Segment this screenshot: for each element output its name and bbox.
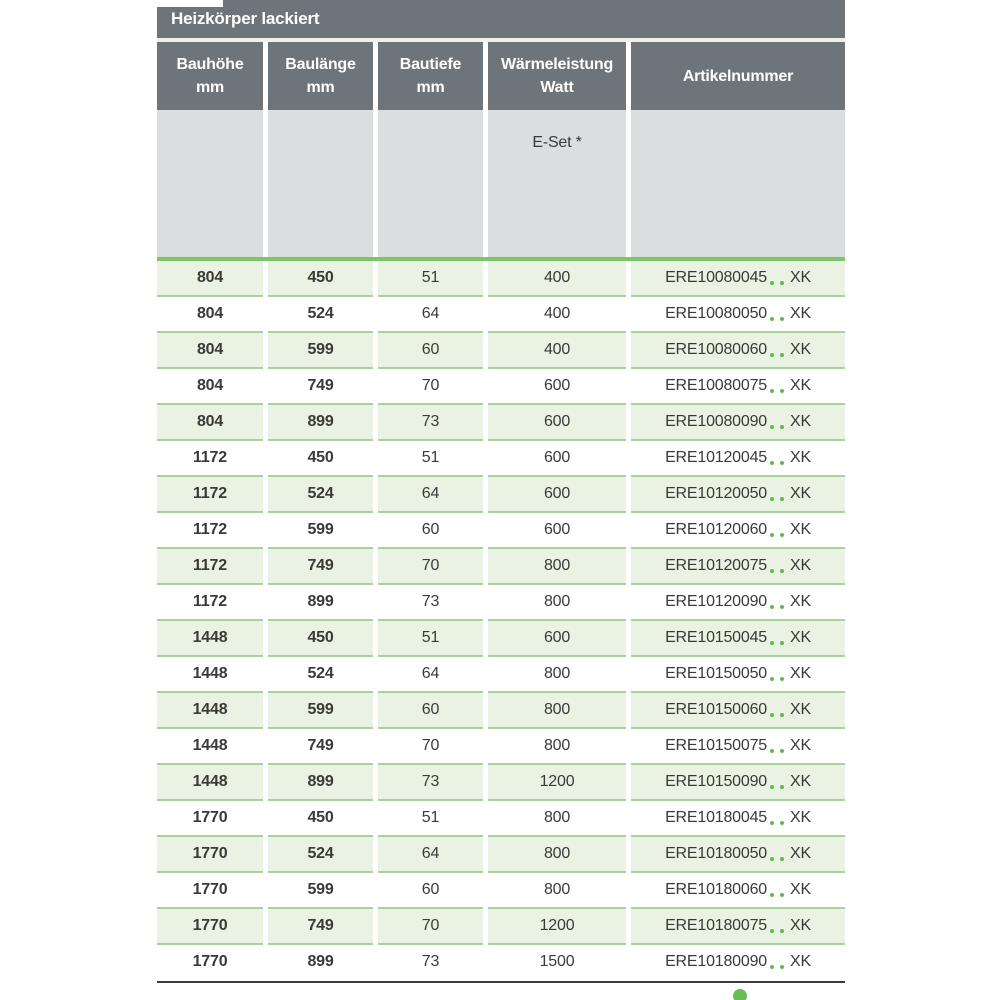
- cell-baulaenge: 599: [268, 693, 373, 729]
- subheader-cell-artikelnummer: [631, 110, 845, 257]
- artikel-suffix: XK: [789, 305, 811, 322]
- artikel-placeholder-dot-icon: [770, 281, 774, 285]
- artikel-suffix: XK: [789, 773, 811, 790]
- cell-bauhoehe: 1448: [157, 657, 263, 693]
- artikel-suffix: XK: [789, 845, 811, 862]
- artikel-number: ERE10080075: [665, 377, 767, 394]
- cell-artikelnummer: [631, 405, 845, 441]
- title-bar: [157, 0, 845, 38]
- artikel-placeholder-dot-icon: [770, 425, 774, 429]
- subheader-cell-bauhoehe: [157, 110, 263, 257]
- cell-baulaenge: 899: [268, 945, 373, 981]
- cell-bautiefe: 64: [378, 477, 483, 513]
- artikel-suffix: XK: [789, 341, 811, 358]
- artikel-placeholder-dot-icon: [780, 605, 784, 609]
- artikel-placeholder-dot-icon: [770, 641, 774, 645]
- artikel-suffix: XK: [789, 521, 811, 538]
- cell-watt: 1500: [488, 945, 626, 981]
- cell-artikelnummer: [631, 801, 845, 837]
- cell-bautiefe: 73: [378, 405, 483, 441]
- table-row: [157, 405, 845, 441]
- cell-bautiefe: 60: [378, 693, 483, 729]
- artikel-placeholder-dot-icon: [770, 497, 774, 501]
- cell-watt: 600: [488, 441, 626, 477]
- artikel-placeholder-dot-icon: [770, 569, 774, 573]
- cell-bauhoehe: 1770: [157, 909, 263, 945]
- table-row: [157, 657, 845, 693]
- cell-bautiefe: 60: [378, 513, 483, 549]
- cell-bauhoehe: 804: [157, 297, 263, 333]
- radiator-spec-table: [157, 0, 845, 983]
- cell-watt: 800: [488, 549, 626, 585]
- table-row: [157, 729, 845, 765]
- cell-bauhoehe: 1448: [157, 729, 263, 765]
- cell-watt: 1200: [488, 909, 626, 945]
- cell-artikelnummer: [631, 693, 845, 729]
- table-row: [157, 801, 845, 837]
- cell-watt: 1200: [488, 765, 626, 801]
- cell-artikelnummer: [631, 297, 845, 333]
- cell-artikelnummer: [631, 765, 845, 801]
- artikel-number: ERE10120090: [665, 593, 767, 610]
- cell-bautiefe: 51: [378, 621, 483, 657]
- cell-bautiefe: 64: [378, 837, 483, 873]
- cell-bautiefe: 60: [378, 333, 483, 369]
- cell-watt: 600: [488, 477, 626, 513]
- cell-bauhoehe: 804: [157, 333, 263, 369]
- artikel-suffix: XK: [789, 557, 811, 574]
- artikel-placeholder-dot-icon: [780, 857, 784, 861]
- column-header-waermeleistung: Wärmeleistung Watt: [488, 42, 626, 110]
- cell-baulaenge: 749: [268, 369, 373, 405]
- artikel-placeholder-dot-icon: [770, 389, 774, 393]
- artikel-suffix: XK: [789, 449, 811, 466]
- artikel-placeholder-dot-icon: [770, 929, 774, 933]
- cell-bauhoehe: 1770: [157, 801, 263, 837]
- column-header-row: [157, 42, 845, 110]
- artikel-placeholder-dot-icon: [780, 929, 784, 933]
- table-row: [157, 873, 845, 909]
- cell-baulaenge: 749: [268, 729, 373, 765]
- cell-baulaenge: 899: [268, 585, 373, 621]
- artikel-placeholder-dot-icon: [770, 749, 774, 753]
- cell-watt: 400: [488, 297, 626, 333]
- cell-bauhoehe: 804: [157, 405, 263, 441]
- artikel-placeholder-dot-icon: [770, 533, 774, 537]
- cell-watt: 600: [488, 405, 626, 441]
- cell-bauhoehe: 1770: [157, 837, 263, 873]
- cell-baulaenge: 599: [268, 873, 373, 909]
- artikel-placeholder-dot-icon: [780, 785, 784, 789]
- artikel-number: ERE10150060: [665, 701, 767, 718]
- cell-baulaenge: 450: [268, 801, 373, 837]
- cell-artikelnummer: [631, 261, 845, 297]
- cell-watt: 600: [488, 621, 626, 657]
- artikel-number: ERE10150050: [665, 665, 767, 682]
- artikel-placeholder-dot-icon: [780, 641, 784, 645]
- cell-artikelnummer: [631, 549, 845, 585]
- artikel-suffix: XK: [789, 809, 811, 826]
- artikel-number: ERE10150090: [665, 773, 767, 790]
- artikel-suffix: XK: [789, 377, 811, 394]
- cell-bautiefe: 73: [378, 585, 483, 621]
- cell-watt: 800: [488, 801, 626, 837]
- artikel-number: ERE10120060: [665, 521, 767, 538]
- artikel-suffix: XK: [789, 485, 811, 502]
- cell-baulaenge: 749: [268, 549, 373, 585]
- artikel-suffix: XK: [789, 737, 811, 754]
- cell-baulaenge: 524: [268, 657, 373, 693]
- cell-artikelnummer: [631, 369, 845, 405]
- artikel-placeholder-dot-icon: [780, 893, 784, 897]
- table-row: [157, 693, 845, 729]
- cell-watt: 800: [488, 657, 626, 693]
- table-row: [157, 513, 845, 549]
- table-row: [157, 369, 845, 405]
- artikel-placeholder-dot-icon: [770, 965, 774, 969]
- artikel-placeholder-dot-icon: [770, 605, 774, 609]
- artikel-number: ERE10080060: [665, 341, 767, 358]
- cell-watt: 800: [488, 837, 626, 873]
- artikel-suffix: XK: [789, 665, 811, 682]
- artikel-placeholder-dot-icon: [780, 677, 784, 681]
- cell-bauhoehe: 1448: [157, 693, 263, 729]
- artikel-placeholder-dot-icon: [780, 425, 784, 429]
- table-row: [157, 441, 845, 477]
- cell-artikelnummer: [631, 909, 845, 945]
- artikel-placeholder-dot-icon: [770, 785, 774, 789]
- cell-bauhoehe: 1172: [157, 513, 263, 549]
- artikel-placeholder-dot-icon: [770, 893, 774, 897]
- artikel-suffix: XK: [789, 629, 811, 646]
- artikel-number: ERE10180075: [665, 917, 767, 934]
- cell-bauhoehe: 804: [157, 369, 263, 405]
- cell-watt: 400: [488, 261, 626, 297]
- subheader-cell-baulaenge: [268, 110, 373, 257]
- cell-baulaenge: 899: [268, 765, 373, 801]
- cell-baulaenge: 524: [268, 477, 373, 513]
- table-row: [157, 945, 845, 981]
- cell-baulaenge: 450: [268, 621, 373, 657]
- artikel-placeholder-dot-icon: [770, 713, 774, 717]
- cell-bautiefe: 51: [378, 801, 483, 837]
- cell-bauhoehe: 1770: [157, 873, 263, 909]
- subheader-panel-row: [157, 110, 845, 257]
- artikel-suffix: XK: [789, 881, 811, 898]
- artikel-number: ERE10180045: [665, 809, 767, 826]
- artikel-placeholder-dot-icon: [770, 857, 774, 861]
- cell-bauhoehe: 1448: [157, 765, 263, 801]
- cell-bautiefe: 70: [378, 729, 483, 765]
- artikel-placeholder-dot-icon: [780, 821, 784, 825]
- table-row: [157, 549, 845, 585]
- artikel-placeholder-dot-icon: [780, 497, 784, 501]
- artikel-placeholder-dot-icon: [780, 965, 784, 969]
- cell-bautiefe: 70: [378, 369, 483, 405]
- artikel-number: ERE10180060: [665, 881, 767, 898]
- column-header-artikelnummer: Artikelnummer: [631, 42, 845, 110]
- cell-artikelnummer: [631, 657, 845, 693]
- cell-artikelnummer: [631, 333, 845, 369]
- cell-artikelnummer: [631, 585, 845, 621]
- artikel-suffix: XK: [789, 953, 811, 970]
- cell-baulaenge: 450: [268, 261, 373, 297]
- table-row: [157, 297, 845, 333]
- column-header-bautiefe: Bautiefe mm: [378, 42, 483, 110]
- artikel-number: ERE10080050: [665, 305, 767, 322]
- table-bottom-rule: [157, 981, 845, 983]
- subheader-cell-bautiefe: [378, 110, 483, 257]
- table-row: [157, 837, 845, 873]
- table-body: [157, 257, 845, 981]
- artikel-suffix: XK: [789, 917, 811, 934]
- cell-watt: 400: [488, 333, 626, 369]
- artikel-number: ERE10150075: [665, 737, 767, 754]
- cell-baulaenge: 899: [268, 405, 373, 441]
- table-row: [157, 909, 845, 945]
- artikel-placeholder-dot-icon: [780, 749, 784, 753]
- cell-bautiefe: 70: [378, 909, 483, 945]
- cell-bautiefe: 64: [378, 657, 483, 693]
- cell-bauhoehe: 1172: [157, 477, 263, 513]
- cell-bauhoehe: 1172: [157, 441, 263, 477]
- artikel-placeholder-dot-icon: [770, 353, 774, 357]
- artikel-placeholder-dot-icon: [780, 317, 784, 321]
- artikel-number: ERE10180090: [665, 953, 767, 970]
- artikel-number: ERE10150045: [665, 629, 767, 646]
- cell-artikelnummer: [631, 441, 845, 477]
- footer-green-dot-icon: [733, 989, 747, 1000]
- artikel-placeholder-dot-icon: [780, 389, 784, 393]
- table-row: [157, 585, 845, 621]
- cell-bauhoehe: 1172: [157, 549, 263, 585]
- table-row: [157, 621, 845, 657]
- artikel-suffix: XK: [789, 413, 811, 430]
- column-header-bauhoehe: Bauhöhe mm: [157, 42, 263, 110]
- table-title: Heizkörper lackiert: [171, 9, 320, 28]
- cell-bauhoehe: 1770: [157, 945, 263, 981]
- artikel-suffix: XK: [789, 701, 811, 718]
- cell-watt: 600: [488, 513, 626, 549]
- cell-bautiefe: 51: [378, 441, 483, 477]
- cell-artikelnummer: [631, 873, 845, 909]
- cell-artikelnummer: [631, 729, 845, 765]
- cell-bauhoehe: 1172: [157, 585, 263, 621]
- cell-watt: 600: [488, 369, 626, 405]
- cell-watt: 800: [488, 873, 626, 909]
- cell-bauhoehe: 804: [157, 261, 263, 297]
- table-row: [157, 477, 845, 513]
- artikel-placeholder-dot-icon: [770, 317, 774, 321]
- artikel-placeholder-dot-icon: [780, 461, 784, 465]
- artikel-number: ERE10080045: [665, 269, 767, 286]
- column-header-baulaenge: Baulänge mm: [268, 42, 373, 110]
- artikel-number: ERE10180050: [665, 845, 767, 862]
- cell-baulaenge: 599: [268, 513, 373, 549]
- cell-baulaenge: 749: [268, 909, 373, 945]
- artikel-suffix: XK: [789, 593, 811, 610]
- cell-bautiefe: 70: [378, 549, 483, 585]
- artikel-placeholder-dot-icon: [780, 281, 784, 285]
- cell-artikelnummer: [631, 477, 845, 513]
- artikel-placeholder-dot-icon: [780, 353, 784, 357]
- cell-baulaenge: 524: [268, 837, 373, 873]
- cell-bautiefe: 51: [378, 261, 483, 297]
- subheader-cell-eset: [488, 110, 626, 257]
- cell-baulaenge: 599: [268, 333, 373, 369]
- cell-artikelnummer: [631, 621, 845, 657]
- eset-label: E-Set *: [532, 134, 582, 151]
- artikel-placeholder-dot-icon: [780, 713, 784, 717]
- cell-bautiefe: 73: [378, 945, 483, 981]
- artikel-number: ERE10120045: [665, 449, 767, 466]
- cell-watt: 800: [488, 585, 626, 621]
- cell-bauhoehe: 1448: [157, 621, 263, 657]
- cell-watt: 800: [488, 729, 626, 765]
- table-row: [157, 765, 845, 801]
- cell-bautiefe: 64: [378, 297, 483, 333]
- artikel-number: ERE10080090: [665, 413, 767, 430]
- cell-watt: 800: [488, 693, 626, 729]
- artikel-placeholder-dot-icon: [780, 569, 784, 573]
- artikel-number: ERE10120050: [665, 485, 767, 502]
- title-bar-notch: [157, 0, 223, 7]
- artikel-number: ERE10120075: [665, 557, 767, 574]
- table-row: [157, 333, 845, 369]
- cell-bautiefe: 73: [378, 765, 483, 801]
- cell-artikelnummer: [631, 945, 845, 981]
- artikel-placeholder-dot-icon: [770, 461, 774, 465]
- artikel-placeholder-dot-icon: [770, 677, 774, 681]
- artikel-placeholder-dot-icon: [770, 821, 774, 825]
- cell-bautiefe: 60: [378, 873, 483, 909]
- cell-baulaenge: 524: [268, 297, 373, 333]
- artikel-placeholder-dot-icon: [780, 533, 784, 537]
- cell-artikelnummer: [631, 837, 845, 873]
- cell-baulaenge: 450: [268, 441, 373, 477]
- artikel-suffix: XK: [789, 269, 811, 286]
- table-row: [157, 261, 845, 297]
- cell-artikelnummer: [631, 513, 845, 549]
